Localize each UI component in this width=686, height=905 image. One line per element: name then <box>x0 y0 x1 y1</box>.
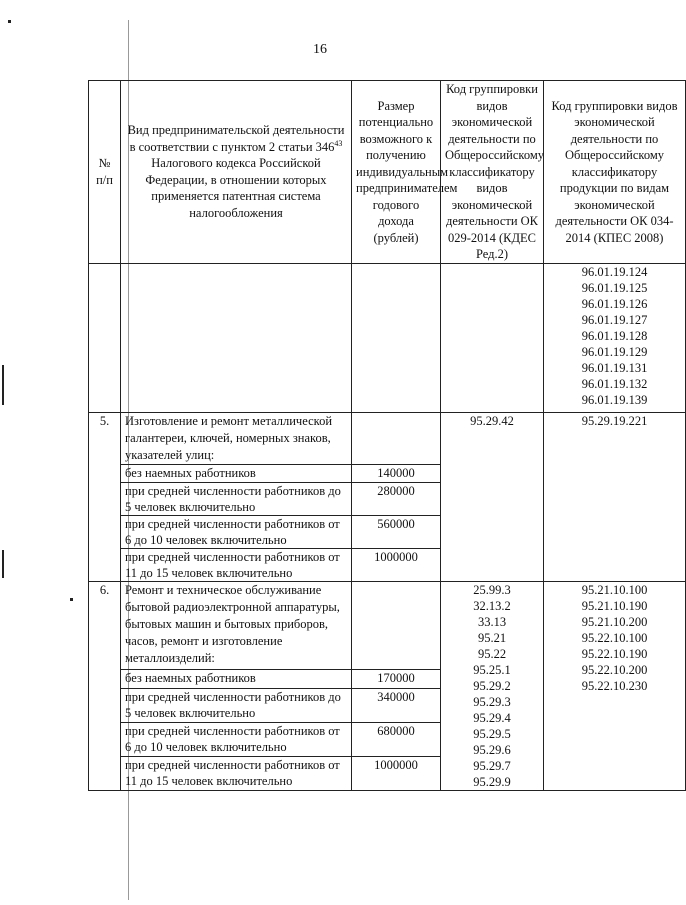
table-row: без наемных работников 140000 <box>89 464 686 482</box>
income-value: 280000 <box>352 482 441 515</box>
table-row: без наемных работников 170000 <box>89 670 686 689</box>
income-value: 560000 <box>352 515 441 548</box>
scan-speck <box>70 598 73 601</box>
table-row: при средней численности работников от 11 до 15 человек включительно 1000000 <box>89 548 686 581</box>
table-row: при средней численности работников до 5 человек включительно 340000 <box>89 688 686 722</box>
income-value: 340000 <box>352 688 441 722</box>
continuation-row <box>89 263 686 412</box>
activity-title: Ремонт и техническое обслуживание бытовой радиоэлектронной аппаратуры, бытовых машин и бытовых приборов, часов, ремонт и изготовление металлоизделий: <box>121 581 352 670</box>
income-value: 1000000 <box>352 548 441 581</box>
income-value: 140000 <box>352 464 441 482</box>
continuation-codes: 96.01.19.124 96.01.19.125 96.01.19.126 96.01.19.127 96.01.19.128 96.01.19.129 96.01.19.131 96.01.19.132 96.01.19.139 <box>544 263 686 412</box>
table-row: при средней численности работников от 6 до 10 человек включительно 680000 <box>89 722 686 756</box>
page-number: 16 <box>313 42 327 57</box>
header-activity: Вид предпринимательской деятельности в соответствии с пунктом 2 статьи $346^{43}$ Налогового кодекса Российской Федерации, в отношении которых применяется патентная система налогообложения <box>121 81 352 264</box>
okpd-codes: 95.29.19.221 <box>544 412 686 581</box>
scan-speck <box>8 20 11 23</box>
income-value: 170000 <box>352 670 441 689</box>
header-okved: Код группировки видов экономической деятельности по Общероссийскому классификатору видов экономической деятельности ОК 029-2014 (КДЕС Ред.2) <box>441 81 544 264</box>
table-row: при средней численности работников от 11 до 15 человек включительно 1000000 <box>89 756 686 790</box>
activity-title: Изготовление и ремонт металлической галантереи, ключей, номерных знаков, указателей улиц: <box>121 412 352 464</box>
header-income: Размер потенциально возможного к получению индивидуальным предпринимателем годового дохода (рублей) <box>352 81 441 264</box>
scan-edge-mark <box>2 365 4 405</box>
table-row: при средней численности работников от 6 до 10 человек включительно 560000 <box>89 515 686 548</box>
income-value: 1000000 <box>352 756 441 790</box>
okpd-codes: 95.21.10.100 95.21.10.190 95.21.10.200 95.22.10.100 95.22.10.190 95.22.10.200 95.22.10.230 <box>544 581 686 790</box>
scan-edge-mark <box>2 550 4 578</box>
table-row: при средней численности работников до 5 человек включительно 280000 <box>89 482 686 515</box>
header-row <box>89 81 686 264</box>
income-value: 680000 <box>352 722 441 756</box>
okved-codes: 95.29.42 <box>441 412 544 581</box>
table-row-5-title <box>89 412 686 464</box>
row-number: 5. <box>89 412 121 581</box>
okved-codes: 25.99.3 32.13.2 33.13 95.21 95.22 95.25.1 95.29.2 95.29.3 95.29.4 95.29.5 95.29.6 95.29.7 95.29.9 <box>441 581 544 790</box>
header-okpd: Код группировки видов экономической деятельности по Общероссийскому классификатору продукции по видам экономической деятельности ОК 034-2014 (КПЕС 2008) <box>544 81 686 264</box>
header-num: № п/п <box>89 81 121 264</box>
table-row-6-title <box>89 581 686 670</box>
tax-table <box>88 80 686 791</box>
row-number: 6. <box>89 581 121 790</box>
